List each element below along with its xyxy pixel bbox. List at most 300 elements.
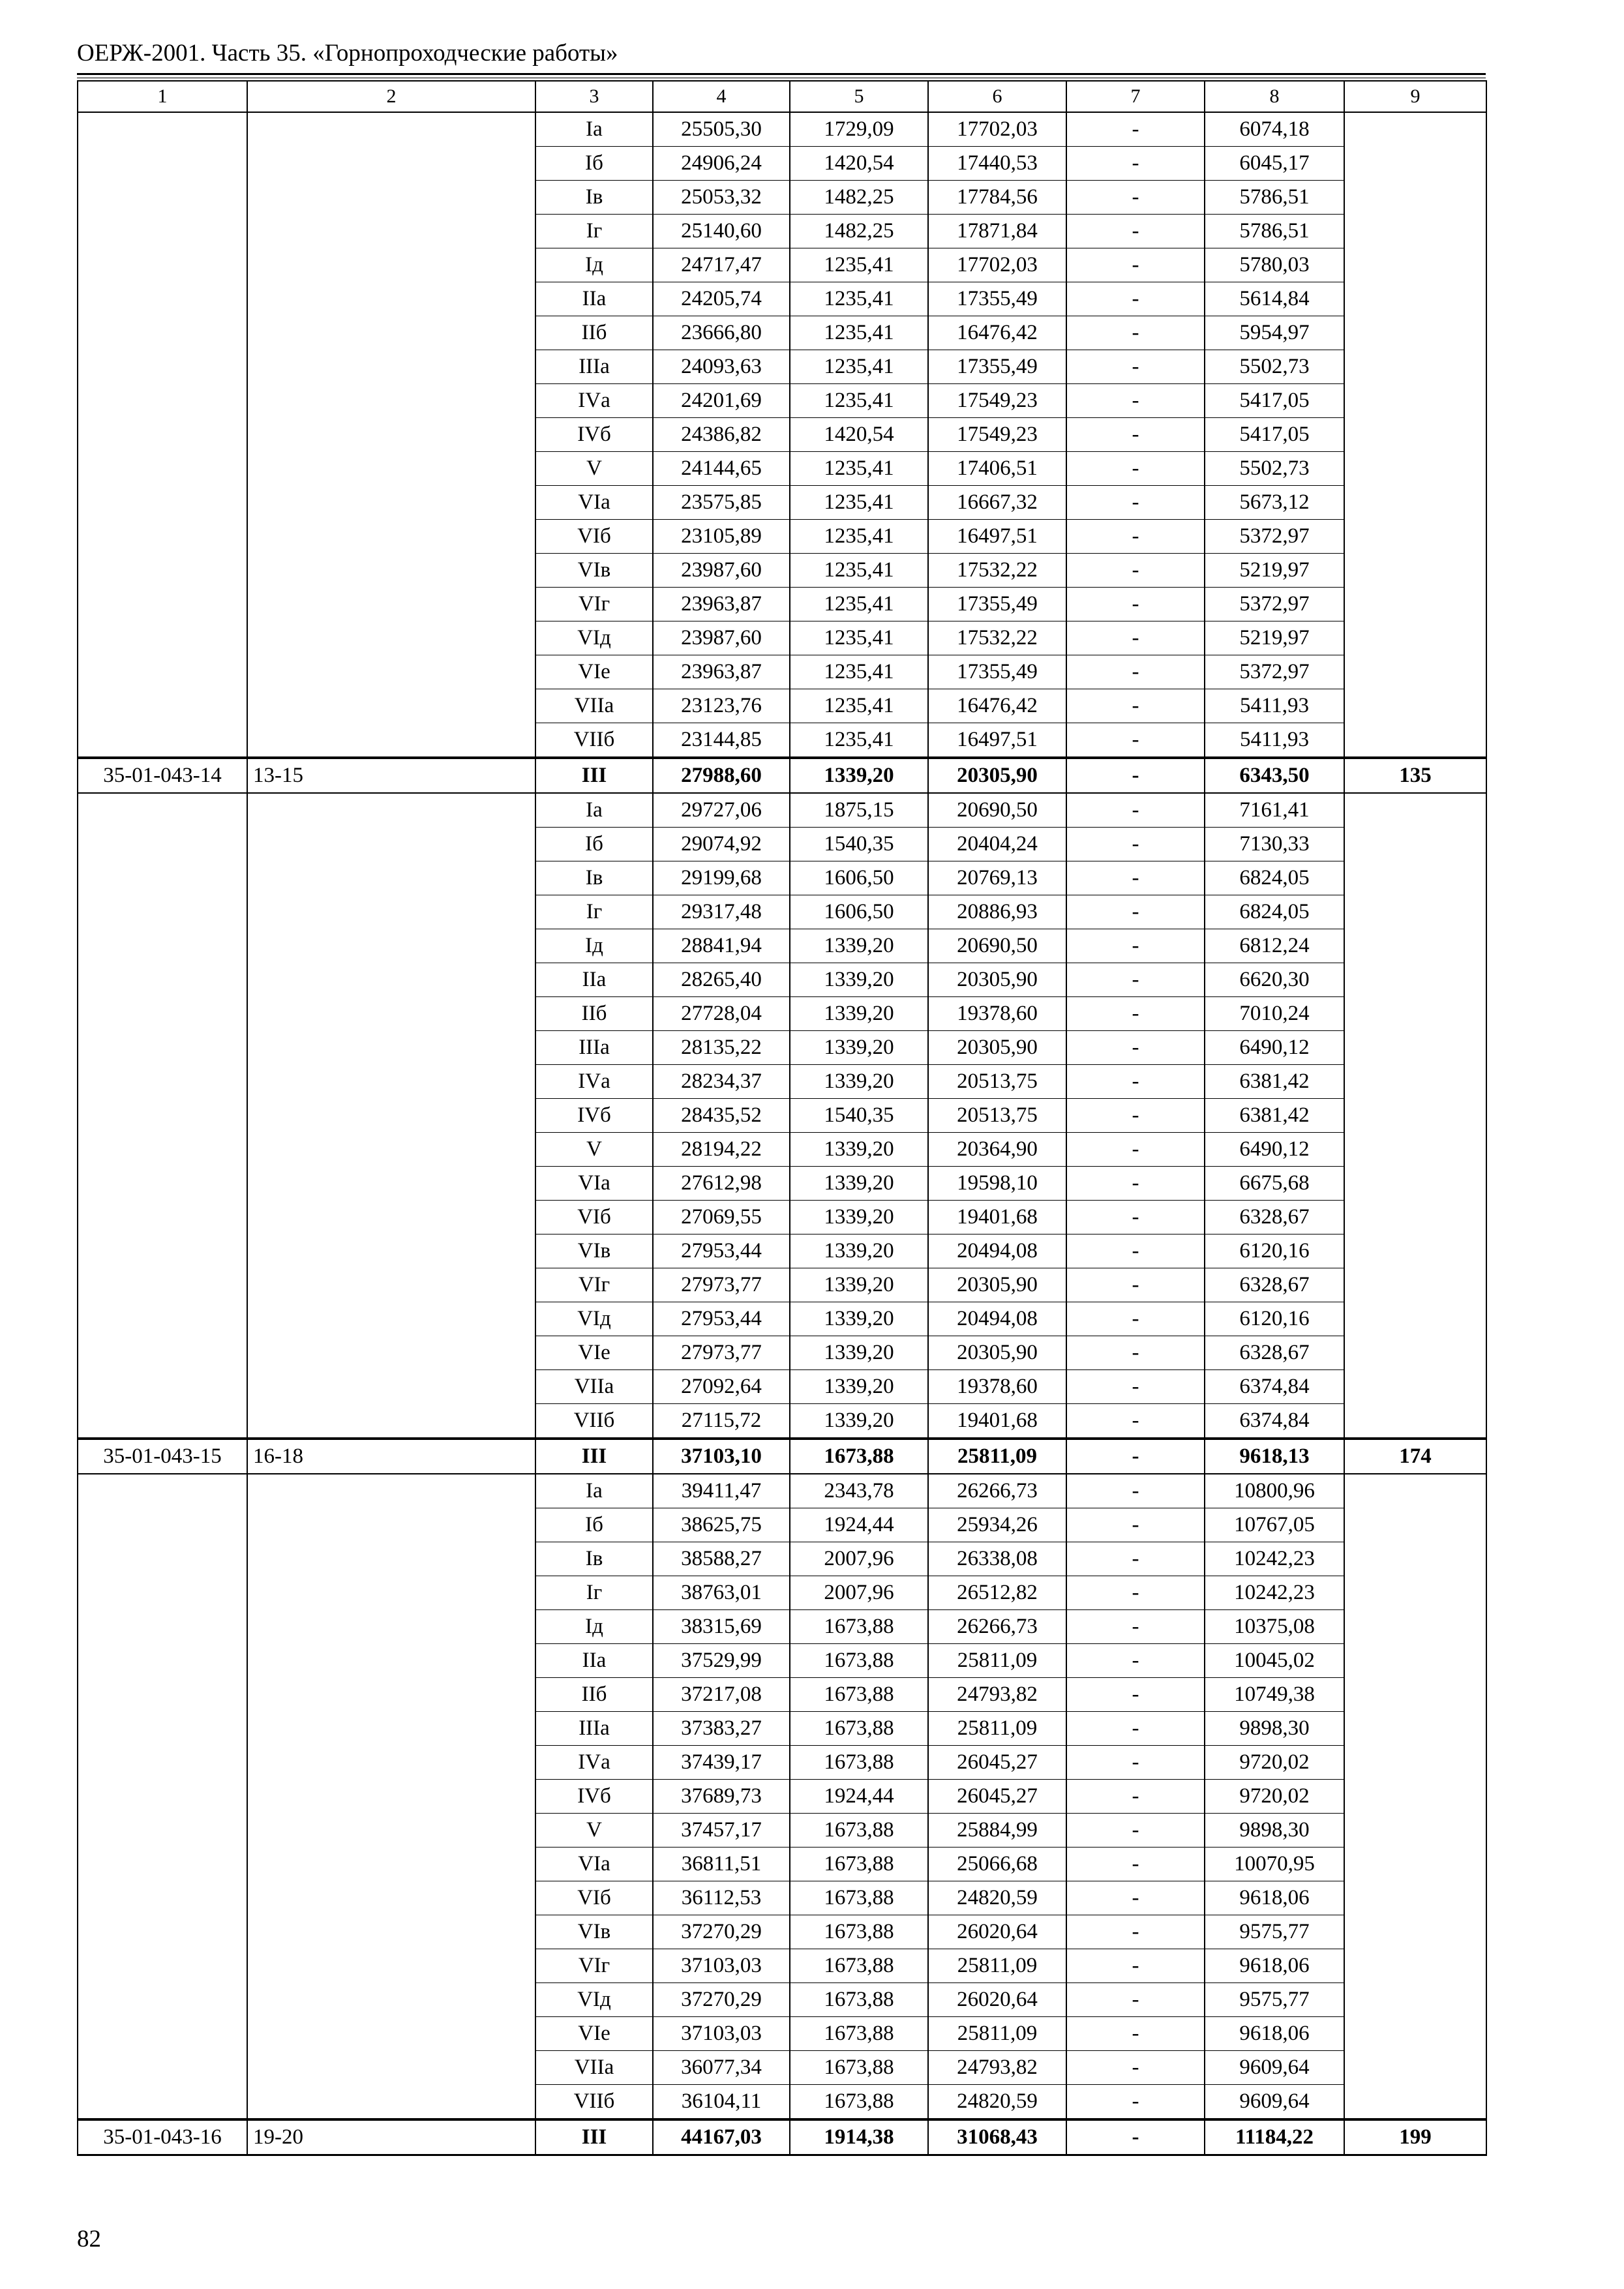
table-cell: 9618,06 xyxy=(1205,1881,1344,1915)
table-cell: 9575,77 xyxy=(1205,1915,1344,1949)
table-group-row xyxy=(78,758,1486,793)
table-cell xyxy=(78,350,247,384)
table-cell xyxy=(1344,1099,1486,1133)
table-cell: - xyxy=(1066,588,1205,621)
table-cell xyxy=(247,1712,535,1746)
column-header: 6 xyxy=(928,81,1066,112)
page-header: ОЕРЖ-2001. Часть 35. «Горнопроходческие работы» xyxy=(77,40,618,67)
table-cell: VIа xyxy=(535,1167,653,1201)
table-row xyxy=(78,350,1486,384)
table-cell xyxy=(1344,1983,1486,2017)
table-cell xyxy=(247,1542,535,1576)
table-cell: 9609,64 xyxy=(1205,2085,1344,2120)
table-cell: - xyxy=(1066,1915,1205,1949)
column-header: 7 xyxy=(1066,81,1205,112)
table-cell: 28435,52 xyxy=(653,1099,790,1133)
table-cell: 1339,20 xyxy=(790,1031,928,1065)
table-cell: 16497,51 xyxy=(928,723,1066,758)
table-cell: - xyxy=(1066,1474,1205,1508)
table-cell: 1339,20 xyxy=(790,758,928,793)
table-cell: 27953,44 xyxy=(653,1234,790,1268)
table-cell xyxy=(78,588,247,621)
table-cell xyxy=(247,1848,535,1881)
table-cell: 5614,84 xyxy=(1205,282,1344,316)
table-cell: 17871,84 xyxy=(928,215,1066,248)
table-cell xyxy=(1344,655,1486,689)
table-cell: - xyxy=(1066,1133,1205,1167)
table-cell xyxy=(1344,1915,1486,1949)
table-cell: 1673,88 xyxy=(790,1983,928,2017)
table-cell: VIб xyxy=(535,1881,653,1915)
table-cell: V xyxy=(535,452,653,486)
table-cell xyxy=(78,1610,247,1644)
table-cell: 28135,22 xyxy=(653,1031,790,1065)
table-cell: 19598,10 xyxy=(928,1167,1066,1201)
table-row xyxy=(78,929,1486,963)
table-cell: 24386,82 xyxy=(653,418,790,452)
table-cell xyxy=(1344,1302,1486,1336)
table-cell: Iа xyxy=(535,793,653,828)
table-cell: 1235,41 xyxy=(790,248,928,282)
table-cell xyxy=(1344,181,1486,215)
table-cell xyxy=(247,1268,535,1302)
table-cell: 2343,78 xyxy=(790,1474,928,1508)
table-cell: 9618,06 xyxy=(1205,2017,1344,2051)
table-cell xyxy=(247,1133,535,1167)
table-cell xyxy=(247,1474,535,1508)
table-cell: 25140,60 xyxy=(653,215,790,248)
table-cell: 5786,51 xyxy=(1205,181,1344,215)
table-cell: 24717,47 xyxy=(653,248,790,282)
table-cell xyxy=(1344,520,1486,554)
table-row xyxy=(78,2051,1486,2085)
table-cell: Iа xyxy=(535,1474,653,1508)
table-cell: - xyxy=(1066,2085,1205,2120)
table-row xyxy=(78,215,1486,248)
table-cell: 1235,41 xyxy=(790,588,928,621)
table-cell: 20305,90 xyxy=(928,1268,1066,1302)
table-cell xyxy=(78,418,247,452)
table-cell xyxy=(1344,689,1486,723)
table-cell: 31068,43 xyxy=(928,2119,1066,2155)
table-cell: 1235,41 xyxy=(790,350,928,384)
table-cell: VIв xyxy=(535,1915,653,1949)
table-cell: 24793,82 xyxy=(928,2051,1066,2085)
table-cell: 1235,41 xyxy=(790,316,928,350)
table-cell xyxy=(1344,895,1486,929)
table-cell: VIе xyxy=(535,1336,653,1370)
table-cell: 16476,42 xyxy=(928,689,1066,723)
table-cell xyxy=(1344,2085,1486,2120)
table-cell: - xyxy=(1066,1814,1205,1848)
table-cell: 5502,73 xyxy=(1205,452,1344,486)
table-cell xyxy=(1344,1576,1486,1610)
table-cell xyxy=(78,723,247,758)
table-cell: 1673,88 xyxy=(790,1712,928,1746)
table-cell: VIIб xyxy=(535,2085,653,2120)
table-cell xyxy=(1344,147,1486,181)
table-cell: - xyxy=(1066,1678,1205,1712)
table-cell: 6374,84 xyxy=(1205,1370,1344,1404)
table-cell: 24093,63 xyxy=(653,350,790,384)
table-cell: - xyxy=(1066,1949,1205,1983)
table-cell: - xyxy=(1066,2017,1205,2051)
table-cell: 6824,05 xyxy=(1205,895,1344,929)
table-cell xyxy=(78,1370,247,1404)
table-row xyxy=(78,1848,1486,1881)
table-cell: 44167,03 xyxy=(653,2119,790,2155)
table-cell: 6824,05 xyxy=(1205,861,1344,895)
table-cell: 1673,88 xyxy=(790,1848,928,1881)
table-cell xyxy=(78,112,247,147)
table-cell: IVб xyxy=(535,1099,653,1133)
column-header: 4 xyxy=(653,81,790,112)
table-cell: 1729,09 xyxy=(790,112,928,147)
table-cell: 23105,89 xyxy=(653,520,790,554)
table-cell: 37383,27 xyxy=(653,1712,790,1746)
table-cell xyxy=(1344,1949,1486,1983)
table-cell: 27115,72 xyxy=(653,1404,790,1439)
table-row xyxy=(78,1474,1486,1508)
table-cell xyxy=(1344,1508,1486,1542)
table-cell: 27728,04 xyxy=(653,997,790,1031)
table-cell: 20690,50 xyxy=(928,929,1066,963)
table-cell: 1235,41 xyxy=(790,452,928,486)
table-cell: VIг xyxy=(535,588,653,621)
column-header: 5 xyxy=(790,81,928,112)
table-cell xyxy=(1344,215,1486,248)
table-cell xyxy=(1344,1814,1486,1848)
table-cell: 17355,49 xyxy=(928,282,1066,316)
table-cell: VIб xyxy=(535,1201,653,1234)
table-cell: 20404,24 xyxy=(928,828,1066,861)
table-cell: 1875,15 xyxy=(790,793,928,828)
table-cell xyxy=(247,1370,535,1404)
table-cell: - xyxy=(1066,486,1205,520)
table-cell: 5372,97 xyxy=(1205,588,1344,621)
table-cell: 1339,20 xyxy=(790,1234,928,1268)
table-cell: 1339,20 xyxy=(790,1302,928,1336)
table-cell: - xyxy=(1066,1268,1205,1302)
table-cell xyxy=(78,1949,247,1983)
column-header: 9 xyxy=(1344,81,1486,112)
table-cell: 5502,73 xyxy=(1205,350,1344,384)
table-row xyxy=(78,1133,1486,1167)
table-cell xyxy=(247,1234,535,1268)
table-cell: 10242,23 xyxy=(1205,1542,1344,1576)
table-cell: 1420,54 xyxy=(790,147,928,181)
table-row xyxy=(78,1167,1486,1201)
table-cell xyxy=(78,384,247,418)
table-cell: 6343,50 xyxy=(1205,758,1344,793)
table-cell xyxy=(78,1983,247,2017)
table-cell: - xyxy=(1066,1031,1205,1065)
table-cell xyxy=(247,723,535,758)
table-cell: 27612,98 xyxy=(653,1167,790,1201)
table-cell: VIг xyxy=(535,1268,653,1302)
table-cell: 17702,03 xyxy=(928,248,1066,282)
table-cell xyxy=(78,1848,247,1881)
table-cell: 19401,68 xyxy=(928,1201,1066,1234)
table-cell: 29074,92 xyxy=(653,828,790,861)
table-cell xyxy=(78,147,247,181)
table-cell: 6328,67 xyxy=(1205,1201,1344,1234)
table-cell xyxy=(247,689,535,723)
table-cell: 28841,94 xyxy=(653,929,790,963)
table-cell: 25066,68 xyxy=(928,1848,1066,1881)
table-cell: 20305,90 xyxy=(928,963,1066,997)
table-cell: 5954,97 xyxy=(1205,316,1344,350)
table-cell xyxy=(247,384,535,418)
table-cell xyxy=(78,1542,247,1576)
table-cell: 1482,25 xyxy=(790,215,928,248)
table-cell: - xyxy=(1066,452,1205,486)
table-cell xyxy=(247,1949,535,1983)
table-cell: 5219,97 xyxy=(1205,554,1344,588)
table-row xyxy=(78,1542,1486,1576)
table-row xyxy=(78,861,1486,895)
table-cell: 1673,88 xyxy=(790,1678,928,1712)
table-row xyxy=(78,181,1486,215)
table-row xyxy=(78,997,1486,1031)
table-cell: VIIа xyxy=(535,2051,653,2085)
table-cell: 29199,68 xyxy=(653,861,790,895)
table-row xyxy=(78,554,1486,588)
table-row xyxy=(78,1508,1486,1542)
table-cell xyxy=(78,655,247,689)
table-cell: 5411,93 xyxy=(1205,689,1344,723)
rates-table xyxy=(77,80,1487,2156)
table-cell: Iв xyxy=(535,181,653,215)
table-cell xyxy=(1344,554,1486,588)
table-cell xyxy=(78,2085,247,2120)
table-cell: - xyxy=(1066,997,1205,1031)
table-cell: 6490,12 xyxy=(1205,1133,1344,1167)
table-cell: 25934,26 xyxy=(928,1508,1066,1542)
table-cell xyxy=(78,316,247,350)
table-cell: 37689,73 xyxy=(653,1780,790,1814)
table-cell: 23987,60 xyxy=(653,621,790,655)
table-cell: 6328,67 xyxy=(1205,1268,1344,1302)
table-cell: 1673,88 xyxy=(790,2085,928,2120)
table-cell: 25884,99 xyxy=(928,1814,1066,1848)
table-cell: 10749,38 xyxy=(1205,1678,1344,1712)
table-cell: - xyxy=(1066,1848,1205,1881)
table-cell: 20494,08 xyxy=(928,1234,1066,1268)
table-cell: 1339,20 xyxy=(790,1201,928,1234)
table-cell xyxy=(247,828,535,861)
table-cell: 25053,32 xyxy=(653,181,790,215)
table-cell: 35-01-043-15 xyxy=(78,1439,247,1474)
table-cell xyxy=(1344,1881,1486,1915)
table-row xyxy=(78,963,1486,997)
table-cell: IIб xyxy=(535,316,653,350)
table-cell xyxy=(247,1610,535,1644)
table-row xyxy=(78,1404,1486,1439)
table-cell: IIIа xyxy=(535,1712,653,1746)
table-cell: 1540,35 xyxy=(790,1099,928,1133)
table-cell: 26045,27 xyxy=(928,1780,1066,1814)
table-cell xyxy=(78,1576,247,1610)
table-cell xyxy=(78,1746,247,1780)
table-cell xyxy=(78,861,247,895)
table-cell: 6074,18 xyxy=(1205,112,1344,147)
table-cell: 7161,41 xyxy=(1205,793,1344,828)
table-cell: 20494,08 xyxy=(928,1302,1066,1336)
table-cell: 28234,37 xyxy=(653,1065,790,1099)
table-row xyxy=(78,1983,1486,2017)
table-cell xyxy=(78,997,247,1031)
table-cell: 25505,30 xyxy=(653,112,790,147)
table-cell: - xyxy=(1066,1370,1205,1404)
table-cell: 26266,73 xyxy=(928,1610,1066,1644)
table-cell: VIв xyxy=(535,554,653,588)
table-body xyxy=(78,81,1486,2155)
table-cell: 37103,03 xyxy=(653,1949,790,1983)
table-cell xyxy=(1344,1201,1486,1234)
table-cell: Iб xyxy=(535,1508,653,1542)
table-cell: VIд xyxy=(535,1983,653,2017)
table-cell: 17355,49 xyxy=(928,588,1066,621)
table-cell xyxy=(247,181,535,215)
table-cell xyxy=(78,1268,247,1302)
table-cell xyxy=(1344,384,1486,418)
column-header: 3 xyxy=(535,81,653,112)
table-row xyxy=(78,147,1486,181)
table-cell xyxy=(247,997,535,1031)
table-cell: 1235,41 xyxy=(790,554,928,588)
table-cell: 199 xyxy=(1344,2119,1486,2155)
table-cell: 1235,41 xyxy=(790,689,928,723)
table-cell: VIIа xyxy=(535,1370,653,1404)
table-cell: - xyxy=(1066,1508,1205,1542)
table-cell: 23144,85 xyxy=(653,723,790,758)
table-cell: 10070,95 xyxy=(1205,1848,1344,1881)
table-cell: 1339,20 xyxy=(790,1133,928,1167)
table-cell: VIг xyxy=(535,1949,653,1983)
table-cell xyxy=(1344,828,1486,861)
table-cell xyxy=(1344,1404,1486,1439)
table-cell: 1339,20 xyxy=(790,929,928,963)
table-cell: 1606,50 xyxy=(790,861,928,895)
table-cell: 6381,42 xyxy=(1205,1099,1344,1133)
table-cell: 36077,34 xyxy=(653,2051,790,2085)
table-cell xyxy=(78,895,247,929)
table-cell: 6490,12 xyxy=(1205,1031,1344,1065)
table-cell xyxy=(1344,112,1486,147)
table-cell: - xyxy=(1066,248,1205,282)
table-cell: 1914,38 xyxy=(790,2119,928,2155)
table-cell: 6374,84 xyxy=(1205,1404,1344,1439)
table-cell: IVб xyxy=(535,418,653,452)
table-cell: 26338,08 xyxy=(928,1542,1066,1576)
table-cell: 37529,99 xyxy=(653,1644,790,1678)
table-cell: 17355,49 xyxy=(928,350,1066,384)
table-cell xyxy=(1344,1678,1486,1712)
table-cell xyxy=(1344,486,1486,520)
table-cell: - xyxy=(1066,723,1205,758)
table-cell: 38588,27 xyxy=(653,1542,790,1576)
table-cell xyxy=(1344,1167,1486,1201)
table-cell: 1673,88 xyxy=(790,1644,928,1678)
table-cell: Iв xyxy=(535,1542,653,1576)
table-cell: - xyxy=(1066,1576,1205,1610)
table-cell: - xyxy=(1066,1302,1205,1336)
table-cell xyxy=(247,1780,535,1814)
table-cell: 20769,13 xyxy=(928,861,1066,895)
table-cell: 35-01-043-16 xyxy=(78,2119,247,2155)
table-cell: VIд xyxy=(535,1302,653,1336)
table-cell xyxy=(78,1099,247,1133)
table-cell xyxy=(247,1746,535,1780)
table-cell: 1673,88 xyxy=(790,1610,928,1644)
table-cell xyxy=(78,1644,247,1678)
table-cell xyxy=(1344,997,1486,1031)
table-cell: 7130,33 xyxy=(1205,828,1344,861)
table-cell: 23666,80 xyxy=(653,316,790,350)
table-cell xyxy=(247,861,535,895)
table-cell xyxy=(78,689,247,723)
table-cell: - xyxy=(1066,384,1205,418)
table-cell: - xyxy=(1066,1542,1205,1576)
table-cell: 1673,88 xyxy=(790,1881,928,1915)
table-cell xyxy=(247,1508,535,1542)
table-cell: 26020,64 xyxy=(928,1983,1066,2017)
table-cell: - xyxy=(1066,1404,1205,1439)
table-row xyxy=(78,895,1486,929)
table-cell: 25811,09 xyxy=(928,1644,1066,1678)
table-row xyxy=(78,1370,1486,1404)
table-cell xyxy=(78,1065,247,1099)
table-cell: 1339,20 xyxy=(790,997,928,1031)
table-cell xyxy=(247,554,535,588)
table-cell: 1235,41 xyxy=(790,621,928,655)
table-cell: 10045,02 xyxy=(1205,1644,1344,1678)
table-cell: 36112,53 xyxy=(653,1881,790,1915)
table-cell xyxy=(1344,350,1486,384)
table-cell: IIа xyxy=(535,1644,653,1678)
table-cell xyxy=(247,1404,535,1439)
column-header: 1 xyxy=(78,81,247,112)
table-cell: 26020,64 xyxy=(928,1915,1066,1949)
table-cell xyxy=(247,282,535,316)
table-row xyxy=(78,1949,1486,1983)
table-cell xyxy=(247,929,535,963)
table-cell: 19378,60 xyxy=(928,1370,1066,1404)
table-cell: 25811,09 xyxy=(928,2017,1066,2051)
table-row xyxy=(78,2017,1486,2051)
table-cell: 28194,22 xyxy=(653,1133,790,1167)
table-cell xyxy=(1344,1031,1486,1065)
table-cell: - xyxy=(1066,112,1205,147)
table-cell xyxy=(1344,316,1486,350)
table-cell: 25811,09 xyxy=(928,1949,1066,1983)
table-row xyxy=(78,1780,1486,1814)
table-cell: 13-15 xyxy=(247,758,535,793)
table-cell: 19401,68 xyxy=(928,1404,1066,1439)
table-cell: 9898,30 xyxy=(1205,1814,1344,1848)
table-cell: IVа xyxy=(535,384,653,418)
table-cell: III xyxy=(535,1439,653,1474)
table-cell: 1339,20 xyxy=(790,1336,928,1370)
table-cell xyxy=(78,1915,247,1949)
table-cell: IIIа xyxy=(535,350,653,384)
table-cell xyxy=(1344,1133,1486,1167)
table-cell: 1235,41 xyxy=(790,520,928,554)
table-cell xyxy=(247,655,535,689)
table-cell xyxy=(1344,1780,1486,1814)
table-cell: 6120,16 xyxy=(1205,1234,1344,1268)
